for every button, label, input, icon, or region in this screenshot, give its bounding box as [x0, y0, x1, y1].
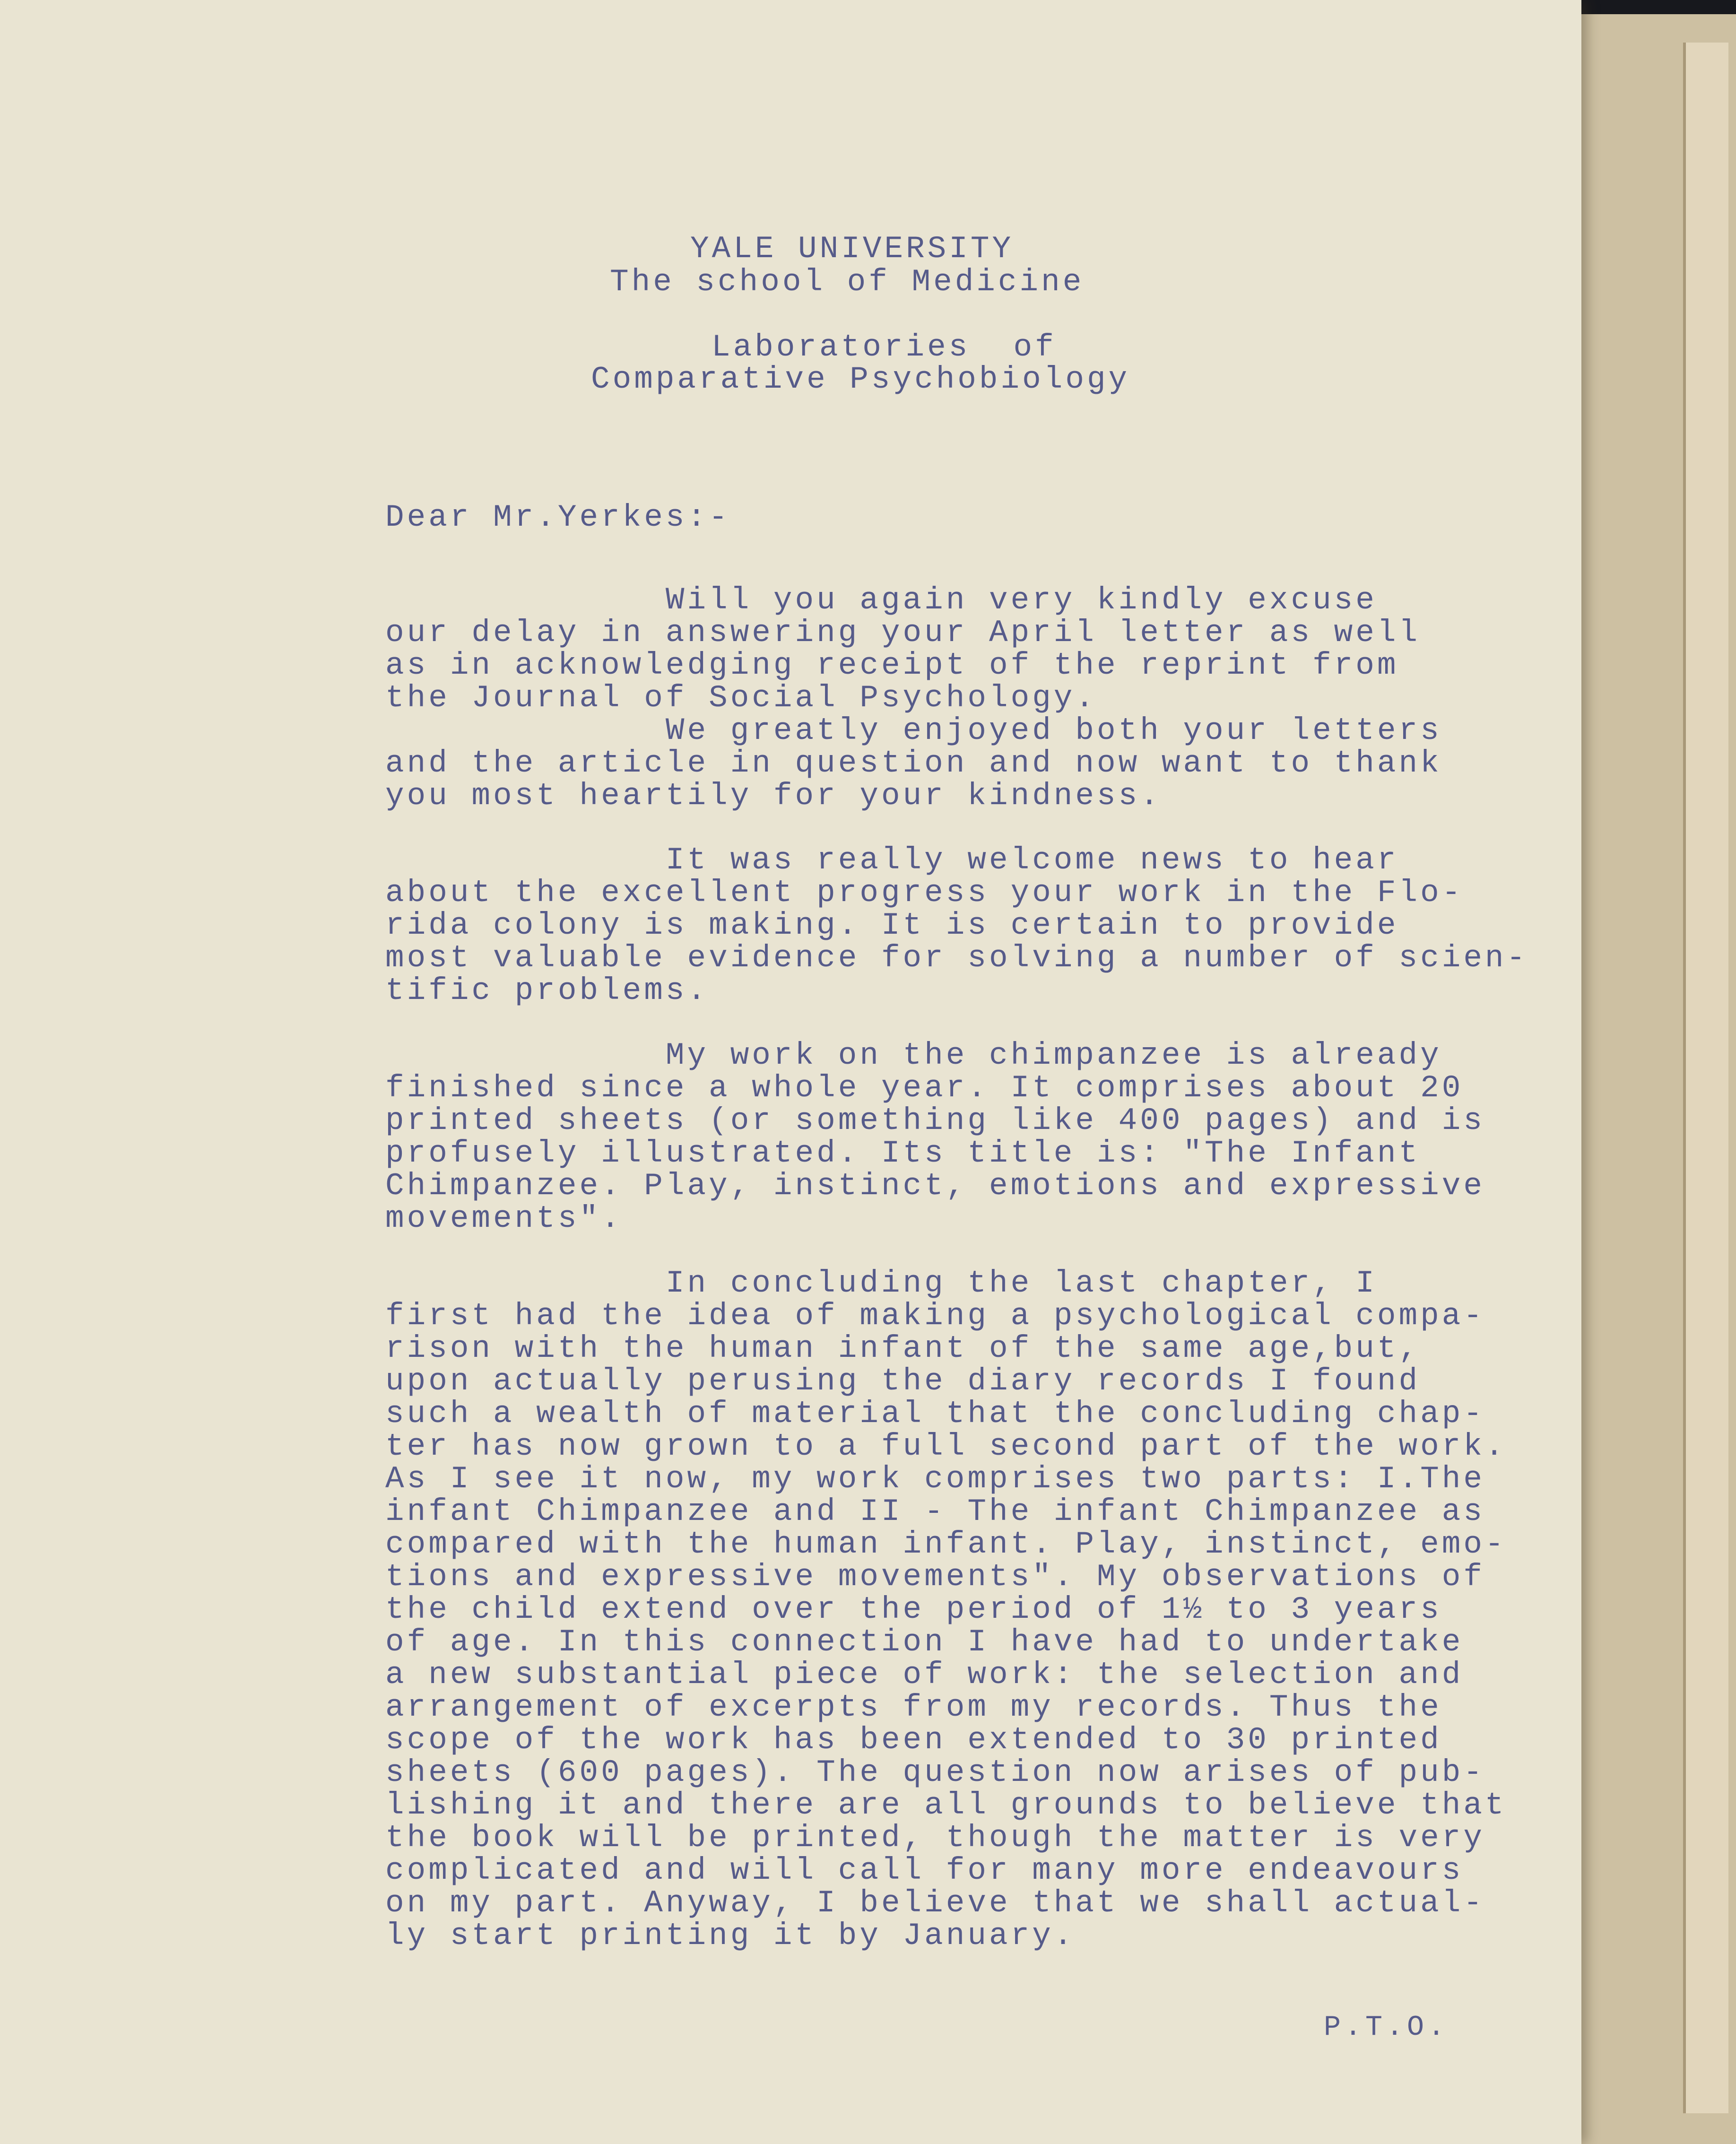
paragraph-2: It was really welcome news to hear about the excellent progress your work in the Flo- rida colony is making. It is certain to provide most valuable evidence for solving a number of scien- tific problems. — [385, 842, 1528, 1008]
letterhead-university: YALE UNIVERSITY — [690, 231, 1014, 267]
page-turn-note: P.T.O. — [1324, 2012, 1449, 2044]
salutation: Dear Mr.Yerkes:- — [385, 500, 730, 535]
letterhead-laboratories: Laboratories of — [712, 330, 1057, 365]
paragraph-3: My work on the chimpanzee is already finished since a whole year. It comprises about 20 printed sheets (or something like 400 pages) and is profusely illustrated. Its title is: "The Infant Chimpanzee. Play, instinct, emotions and expressive movements". — [385, 1038, 1485, 1236]
underlying-page-edge — [1683, 43, 1728, 2113]
paragraph-1: Will you again very kindly excuse our delay in answering your April letter as well as in acknowledging receipt of the reprint from the Journal of Social Psychology. We greatly enjoyed both your letters and the article in question and now want to thank you most heartily for your kindness. — [385, 582, 1442, 814]
paragraph-4: In concluding the last chapter, I first had the idea of making a psychological compa- rison with the human infant of the same age,but, upon actually perusing the diary records I found such a wealth of material that the concluding chap- ter has now grown to a full second part of the work. As I see it now, my work comprises two parts: I.The infant Chimpanzee and II - The infant Chimpanzee as compared with the human infant. Play, instinct, emo- tions and expressive movements". My observations of the child extend over the period of 1½ to 3 years of age. In this connection I have had to undertake a new substantial piece of work: the selection and arrangement of excerpts from my records. Thus the scope of the work has been extended to 30 printed sheets (600 pages). The question now arises of pub- lishing it and there are all grounds to believe that the book will be printed, though the matter is very complicated and will call for many more endeavours on my part. Anyway, I believe that we shall actual- ly start printing it by January. — [385, 1266, 1507, 1953]
letterhead-department: Comparative Psychobiology — [591, 362, 1130, 397]
letterhead-school: The school of Medicine — [610, 264, 1085, 300]
